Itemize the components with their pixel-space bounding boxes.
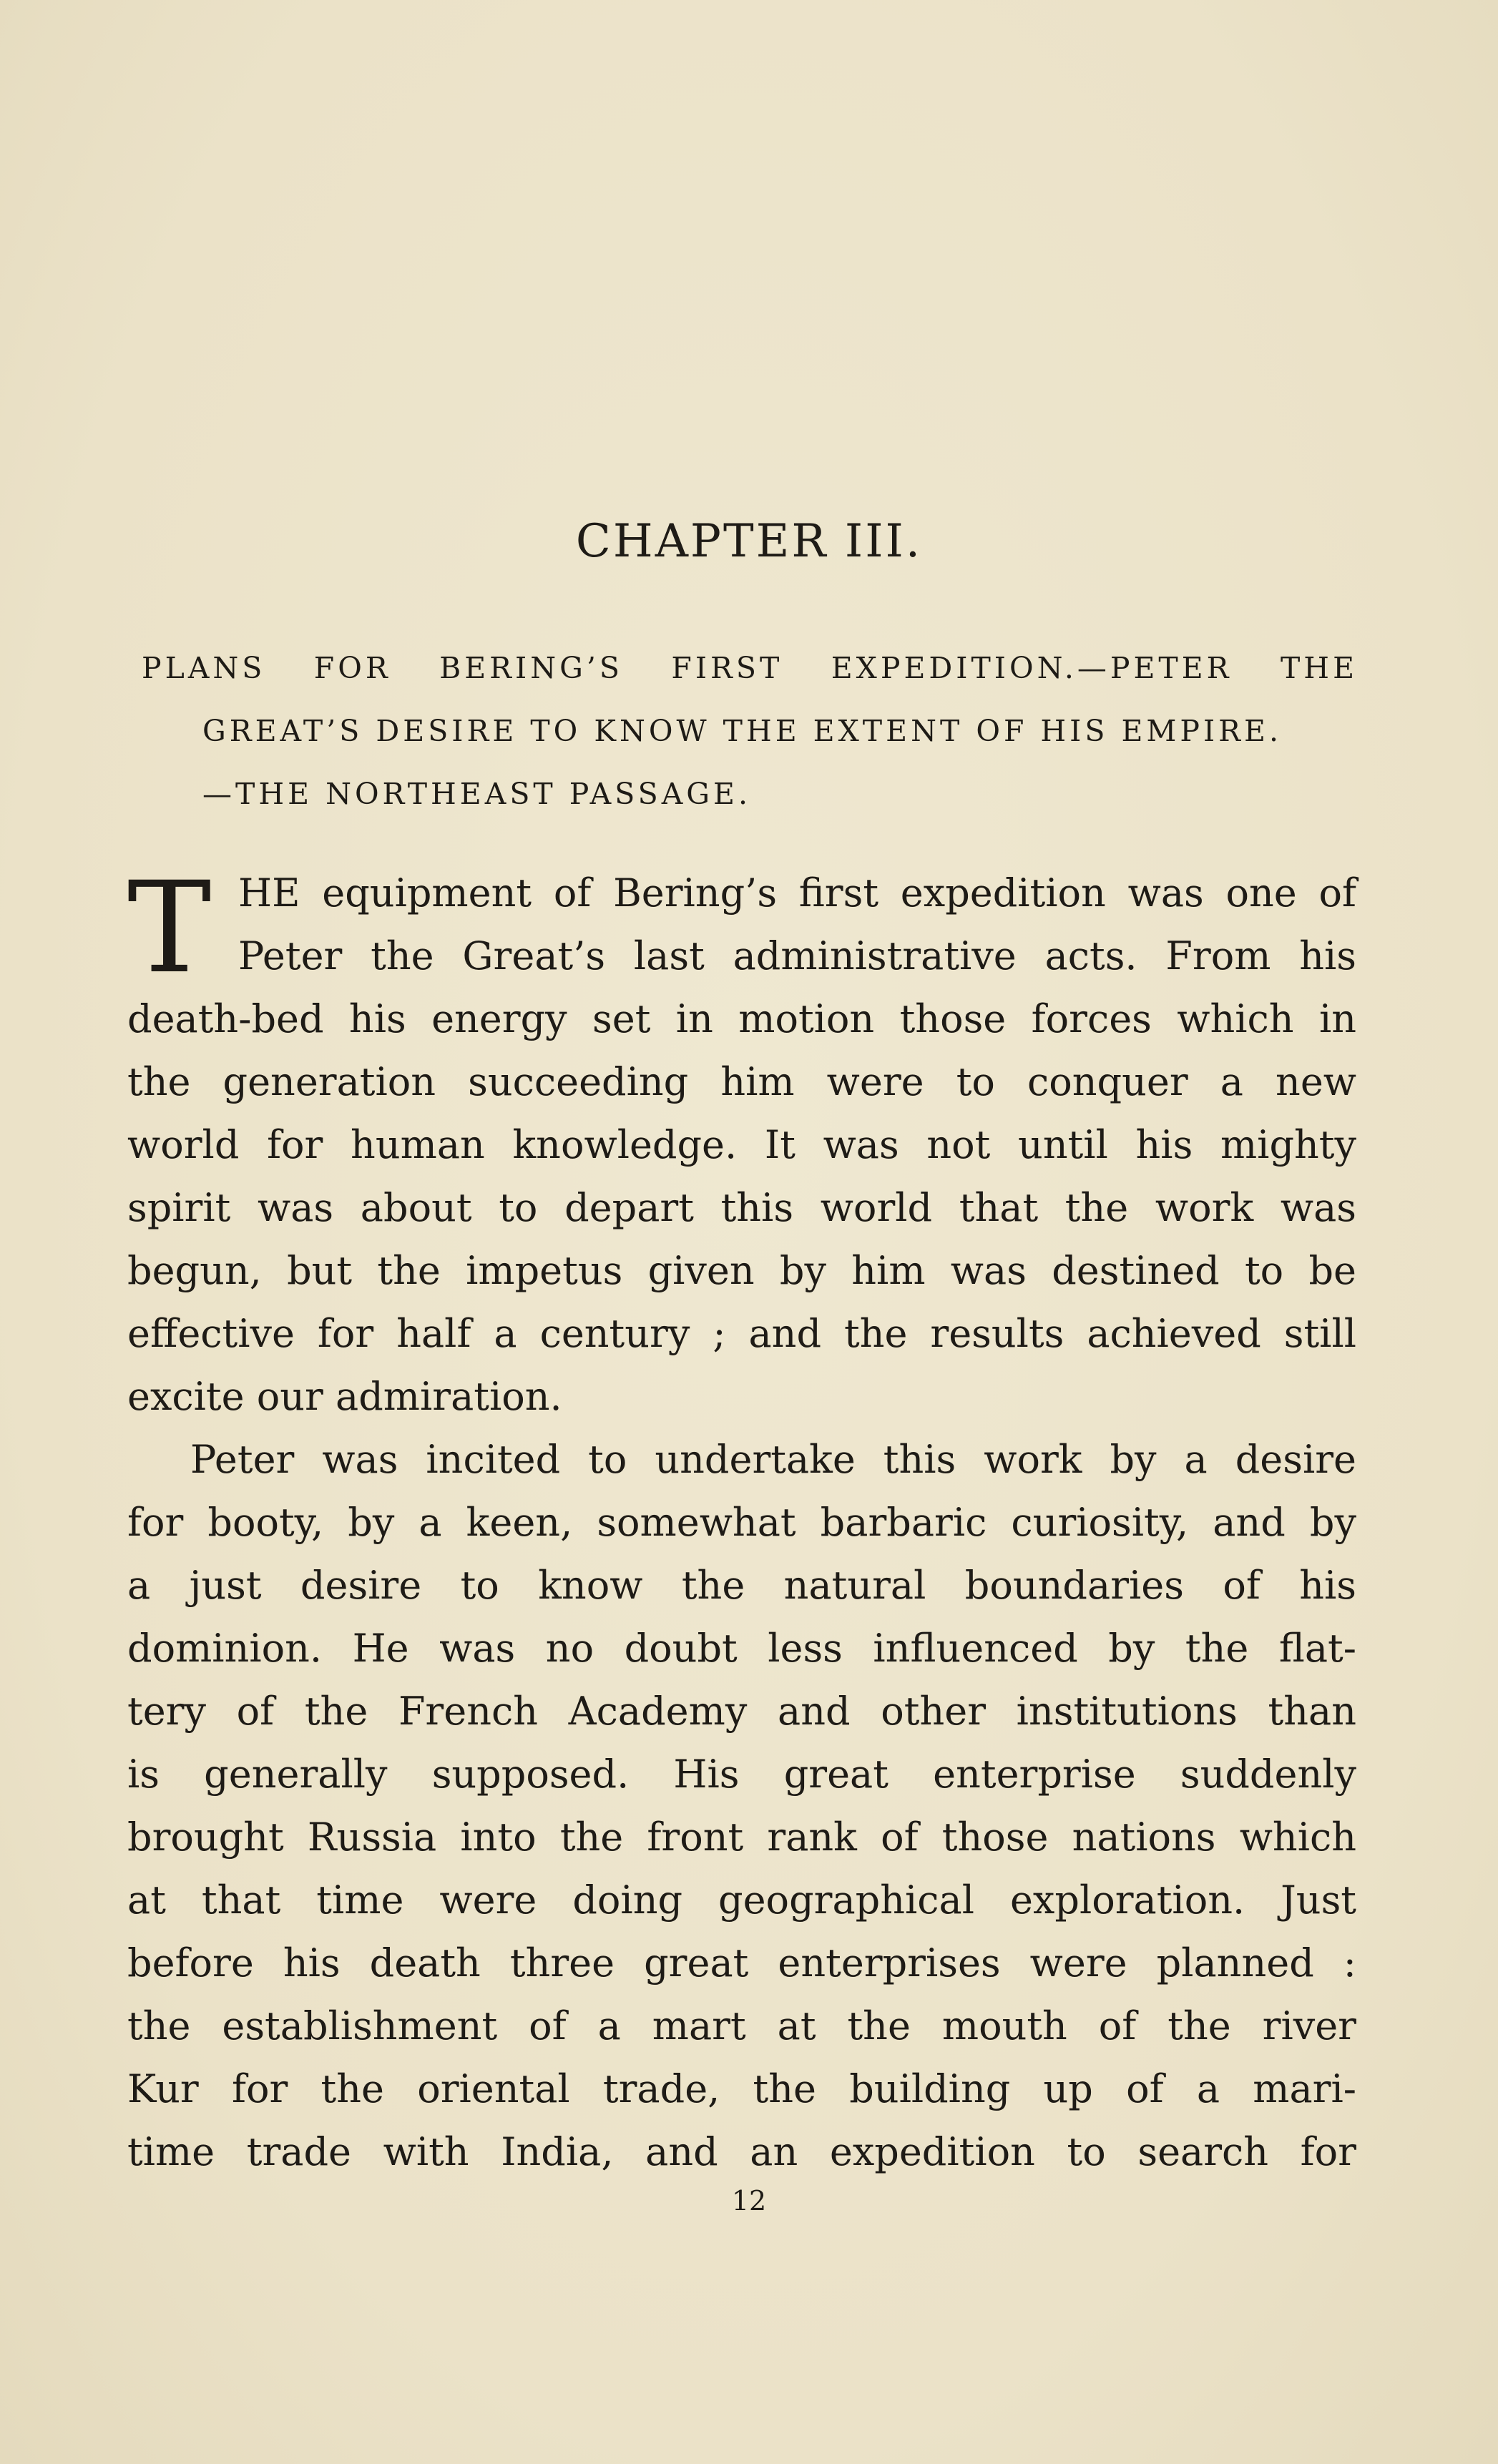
page-number: 12 [731,2185,767,2217]
text-line: time trade with India, and an expedition to search for [127,2129,1356,2174]
text-line: Peter was incited to undertake this work by a desire [190,1437,1356,1482]
text-line: effective for half a century ; and the results achieved still [127,1311,1356,1356]
text-line: a just desire to know the natural boundaries of his [127,1563,1356,1608]
text-line: dominion. He was no doubt less influenced by the flat- [127,1626,1356,1671]
text-line: brought Russia into the front rank of those nations which [127,1815,1356,1860]
text-line: tery of the French Academy and other institutions than [127,1689,1356,1734]
text-line: Kur for the oriental trade, the building up of a mari- [127,2066,1356,2111]
chapter-summary [142,637,1358,825]
text-line: excite our admiration. [127,1374,562,1419]
text-line: HE equipment of Bering’s first expedition was one of [238,870,1356,916]
text-line: the generation succeeding him were to conquer a new [127,1059,1356,1104]
text-line: begun, but the impetus given by him was destined to be [127,1248,1356,1293]
text-line: death-bed his energy set in motion those forces which in [127,996,1356,1041]
chapter-heading: CHAPTER III. [575,515,923,568]
text-line: is generally supposed. His great enterprise suddenly [127,1752,1356,1797]
text-line: the establishment of a mart at the mouth of the river [127,2003,1356,2048]
body-text [127,855,1356,2184]
text-line: spirit was about to depart this world that the work was [127,1185,1356,1230]
text-line: world for human knowledge. It was not until his mighty [127,1122,1356,1167]
text-line: Peter the Great’s last administrative acts. From his [238,933,1356,978]
summary-line: GREAT’S DESIRE TO KNOW THE EXTENT OF HIS EMPIRE. [202,714,1283,748]
text-line: before his death three great enterprises were planned : [127,1940,1356,1986]
summary-line: —THE NORTHEAST PASSAGE. [202,777,752,811]
text-line: at that time were doing geographical exploration. Just [127,1878,1356,1923]
text-line: for booty, by a keen, somewhat barbaric curiosity, and by [127,1500,1356,1545]
summary-line: PLANS FOR BERING’S FIRST EXPEDITION.—PETER THE [142,651,1358,685]
drop-cap: T [127,855,212,1001]
